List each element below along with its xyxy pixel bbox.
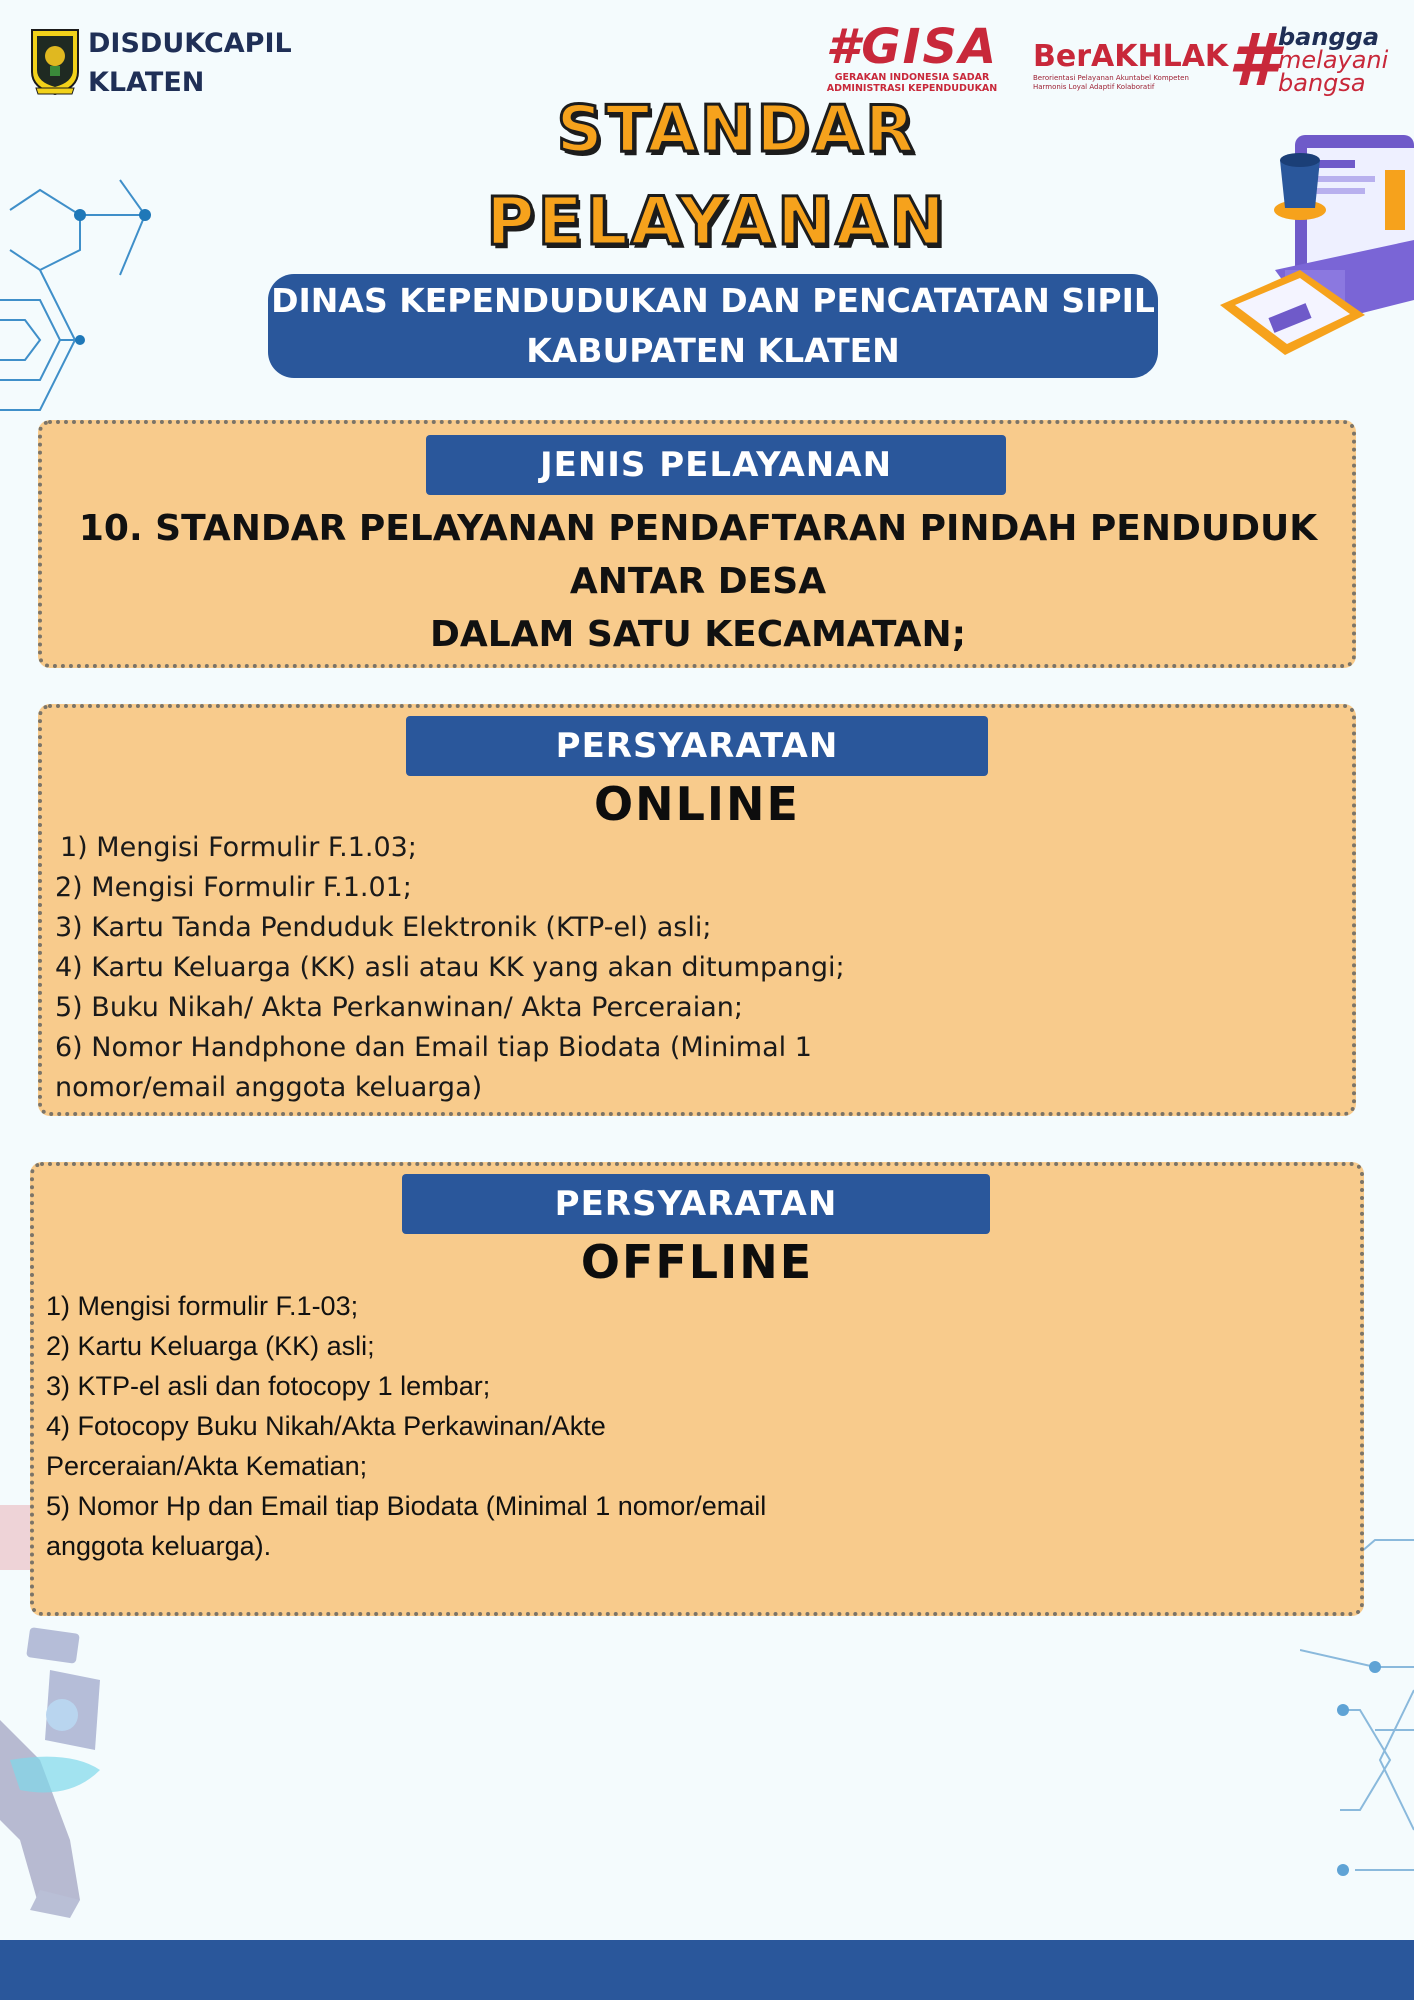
list-item: 4) Kartu Keluarga (KK) asli atau KK yang akan ditumpangi; — [55, 952, 845, 983]
offline-requirements-list — [46, 1286, 866, 1566]
offline-requirements-label: PERSYARATAN — [402, 1174, 990, 1234]
service-type-label: JENIS PELAYANAN — [426, 435, 1006, 495]
list-item: 2) Mengisi Formulir F.1.01; — [55, 872, 412, 903]
gisa-tagline-2: ADMINISTRASI KEPENDUDUKAN — [826, 83, 998, 94]
service-title-line1: 10. STANDAR PELAYANAN PENDAFTARAN PINDAH PENDUDUK — [78, 508, 1318, 549]
service-title-line2: ANTAR DESA — [569, 561, 827, 602]
agency-banner — [268, 274, 1158, 378]
agency-line2: KABUPATEN KLATEN — [526, 331, 900, 370]
list-item: 5) Buku Nikah/ Akta Perkanwinan/ Akta Perceraian; — [55, 992, 743, 1023]
list-item: 2) Kartu Keluarga (KK) asli; — [46, 1331, 375, 1361]
berakhlak-tagline-1: Berorientasi Pelayanan Akuntabel Kompeten — [1033, 74, 1189, 82]
berakhlak-wordmark: BerAKHLAK — [1033, 39, 1229, 74]
list-item: 5) Nomor Hp dan Email tiap Biodata (Minimal 1 nomor/email — [46, 1491, 767, 1521]
org-name-line2: KLATEN — [88, 67, 205, 98]
list-item: 4) Fotocopy Buku Nikah/Akta Perkawinan/Akte — [46, 1411, 606, 1441]
service-title — [60, 502, 1336, 661]
list-item: 1) Mengisi formulir F.1-03; — [46, 1291, 359, 1321]
online-requirements-label: PERSYARATAN — [406, 716, 988, 776]
berakhlak-logo — [1033, 39, 1229, 92]
bangga-text-1: bangga — [1278, 23, 1380, 51]
bangga-text-3: bangsa — [1278, 69, 1366, 97]
agency-line1: DINAS KEPENDUDUKAN DAN PENCATATAN SIPIL — [271, 281, 1155, 320]
gisa-logo — [796, 19, 1028, 94]
list-item: 1) Mengisi Formulir F.1.03; — [60, 832, 417, 863]
bangga-text-2: melayani — [1278, 46, 1389, 74]
list-item: 3) KTP-el asli dan fotocopy 1 lembar; — [46, 1371, 491, 1401]
footer-bar — [0, 1940, 1414, 2000]
page-title-line1: STANDAR — [556, 93, 918, 167]
hashtag-icon: # — [1228, 18, 1279, 102]
list-item: anggota keluarga). — [46, 1531, 272, 1561]
klaten-regency-emblem-icon — [28, 28, 82, 96]
page-title-line2: PELAYANAN — [486, 183, 948, 260]
list-item: 3) Kartu Tanda Penduduk Elektronik (KTP-el) asli; — [55, 912, 712, 943]
gisa-wordmark: #GISA — [825, 19, 999, 75]
online-requirements-list — [55, 828, 955, 1108]
list-item: nomor/email anggota keluarga) — [55, 1072, 483, 1103]
online-mode-title: ONLINE — [594, 777, 800, 831]
org-name-line1: DISDUKCAPIL — [88, 28, 292, 59]
berakhlak-tagline-2: Harmonis Loyal Adaptif Kolaboratif — [1033, 83, 1155, 91]
org-name — [88, 24, 292, 102]
list-item: Perceraian/Akta Kematian; — [46, 1451, 368, 1481]
offline-mode-title: OFFLINE — [580, 1235, 814, 1289]
list-item: 6) Nomor Handphone dan Email tiap Biodata (Minimal 1 — [55, 1032, 812, 1063]
service-title-line3: DALAM SATU KECAMATAN; — [429, 614, 967, 655]
gisa-tagline-1: GERAKAN INDONESIA SADAR — [834, 72, 990, 83]
